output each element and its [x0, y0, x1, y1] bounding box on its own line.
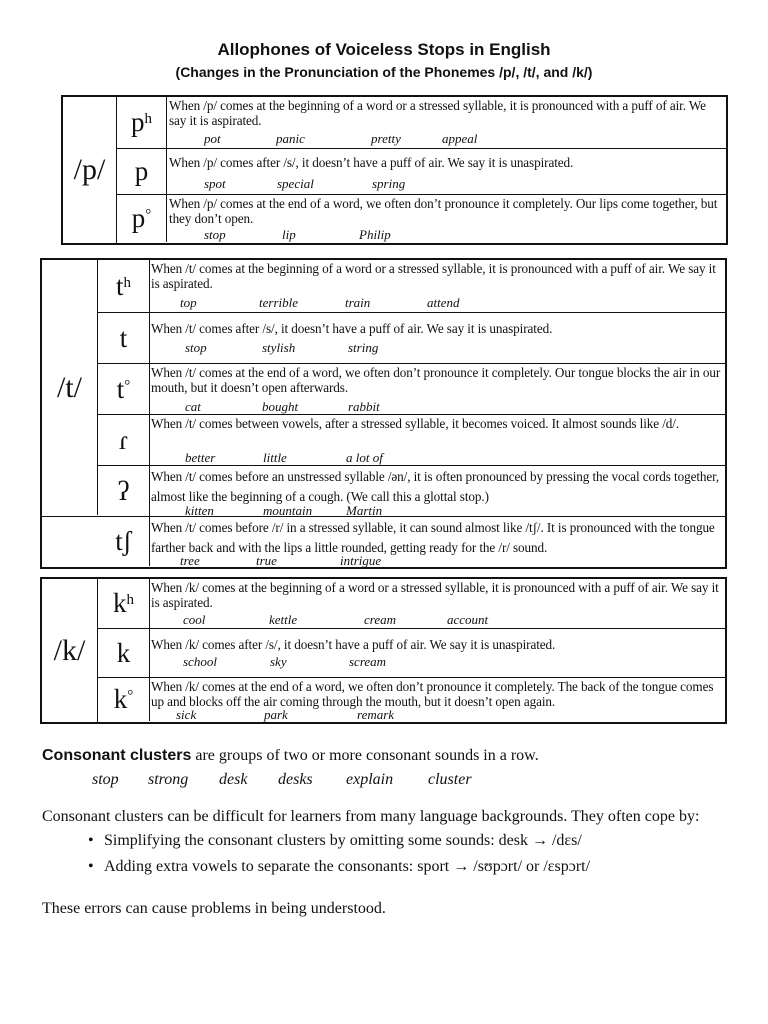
example-word: stylish [262, 340, 296, 355]
example-word: kettle [269, 612, 298, 627]
example-words [151, 655, 725, 669]
allophone-row-t-aspirated [98, 260, 725, 312]
t-block [40, 258, 727, 569]
allophone-description: When /t/ comes at the beginning of a word or a stressed syllable, it is pronounced with a puff of air. We say it is aspirated. [151, 261, 716, 291]
allophone-row-p-aspirated [117, 97, 726, 148]
k-block [40, 577, 727, 724]
bullet-text: Simplifying the consonant clusters by omitting some sounds: desk → /dɛs/ [104, 832, 582, 849]
allophone-row-t-glottal [98, 465, 725, 516]
allophone-description: When /k/ comes after /s/, it doesn’t have a puff of air. We say it is unaspirated. [151, 637, 556, 652]
allophone-symbol: t $^h$ [98, 260, 150, 312]
example-word: mountain [263, 503, 313, 518]
clusters-heading-rest: are groups of two or more consonant sounds in a row. [191, 747, 539, 764]
example-word: sick [176, 707, 197, 722]
allophone-description: When /k/ comes at the beginning of a word or a stressed syllable, it is pronounced with a puff of air. We say it is aspirated. [151, 580, 719, 610]
allophone-description: When /p/ comes at the beginning of a word or a stressed syllable, it is pronounced with a puff of air. We say it is aspirated. [169, 98, 706, 128]
example-word: string [348, 340, 379, 355]
example-word: cat [185, 399, 201, 414]
example-word: special [277, 176, 314, 191]
example-word: Philip [359, 227, 391, 242]
page-subtitle: (Changes in the Pronunciation of the Phonemes /p/, /t/, and /k/) [175, 64, 593, 80]
example-words [151, 613, 725, 627]
example-word: true [256, 553, 277, 568]
example-words [151, 341, 725, 355]
cluster-word: desk [219, 771, 248, 788]
example-words [151, 708, 725, 722]
example-words [169, 228, 726, 242]
example-word: attend [427, 295, 460, 310]
example-word: spring [372, 176, 406, 191]
example-word: a lot of [346, 450, 383, 465]
example-word: tree [180, 553, 200, 568]
closing-text: These errors can cause problems in being understood. [42, 900, 386, 917]
cluster-word: desks [278, 771, 313, 788]
bullet-item [88, 858, 590, 876]
example-word: top [180, 295, 197, 310]
example-word: stop [185, 340, 207, 355]
example-words [169, 177, 726, 191]
example-word: pot [204, 131, 221, 146]
example-words [169, 132, 726, 146]
allophone-description: When /p/ comes at the end of a word, we often don’t pronounce it completely. Our lips come together, but they don’t open. [169, 196, 718, 226]
example-word: lip [282, 227, 296, 242]
example-word: little [263, 450, 287, 465]
allophone-symbol: p $^h$ [117, 97, 167, 148]
example-word: cool [183, 612, 206, 627]
allophone-row-p-unaspirated [117, 148, 726, 194]
cluster-word: cluster [428, 771, 472, 788]
bullet-marker: • [88, 832, 94, 849]
bullet-marker: • [88, 858, 94, 875]
allophone-description: When /t/ comes before an unstressed syllable /ən/, it is often pronounced by pressing the vocal cords together, almost like the beginning of a cough. (We call this a glottal stop.) [151, 469, 720, 504]
example-words [151, 400, 725, 414]
example-word: better [185, 450, 216, 465]
allophone-symbol: k ° [98, 678, 150, 721]
allophone-symbol: p ° [117, 195, 167, 242]
clusters-intro: Consonant clusters can be difficult for learners from many language backgrounds. They often cope by: [42, 808, 700, 825]
cluster-word: explain [346, 771, 394, 788]
phoneme-t: /t/ [42, 260, 98, 515]
example-word: cream [364, 612, 397, 627]
allophone-row-k-aspirated [98, 579, 725, 628]
bullet-text: Adding extra vowels to separate the consonants: sport → /sʊpɔrt/ or /ɛspɔrt/ [104, 858, 591, 875]
allophone-row-t-unaspirated [98, 312, 725, 363]
allophone-description: When /k/ comes at the end of a word, we often don’t pronounce it completely. The back of the tongue comes up and blocks off the air coming through the mouth, but it doesn’t open again. [151, 679, 714, 709]
p-block [61, 95, 728, 245]
example-word: park [264, 707, 288, 722]
example-word: intrigue [340, 553, 382, 568]
allophone-symbol: ɾ [98, 415, 150, 465]
allophone-description: When /p/ comes after /s/, it doesn’t have a puff of air. We say it is unaspirated. [169, 155, 574, 170]
example-word: train [345, 295, 371, 310]
example-word: school [183, 654, 217, 669]
example-word: spot [204, 176, 226, 191]
allophone-row-p-unreleased [117, 194, 726, 242]
clusters-heading-bold: Consonant clusters [42, 747, 192, 764]
allophone-symbol: tʃ [98, 517, 150, 566]
example-word: pretty [371, 131, 401, 146]
allophone-description: When /t/ comes between vowels, after a stressed syllable, it becomes voiced. It almost sounds like /d/. [151, 416, 680, 431]
example-word: sky [270, 654, 287, 669]
bullet-item [88, 832, 582, 850]
cluster-word: stop [92, 771, 119, 788]
allophone-row-t-unreleased [98, 363, 725, 414]
allophone-row-t-affricate [98, 516, 725, 566]
allophone-symbol: t ° [98, 364, 150, 414]
example-word: account [447, 612, 489, 627]
example-words [151, 554, 725, 568]
allophone-symbol: k $^h$ [98, 579, 150, 628]
clusters-heading [42, 747, 539, 765]
example-word: remark [357, 707, 395, 722]
allophone-symbol: k [98, 629, 150, 677]
allophone-description: When /t/ comes after /s/, it doesn’t have a puff of air. We say it is unaspirated. [151, 321, 553, 336]
example-word: Martin [346, 503, 383, 518]
allophone-symbol: ʔ [98, 466, 150, 516]
example-word: stop [204, 227, 226, 242]
allophone-row-t-flap [98, 414, 725, 465]
example-word: terrible [259, 295, 298, 310]
phoneme-p: /p/ [63, 97, 117, 243]
example-word: kitten [185, 503, 214, 518]
allophone-description: When /t/ comes at the end of a word, we often don’t pronounce it completely. Our tongue blocks the air in our mouth, but it doesn’t open afterwards. [151, 365, 721, 395]
page-title: Allophones of Voiceless Stops in English [217, 40, 551, 59]
example-word: scream [349, 654, 387, 669]
example-words [151, 451, 725, 465]
allophone-description: When /t/ comes before /r/ in a stressed syllable, it can sound almost like /tʃ/. It is pronounced with the tongue farther back and with the lips a little rounded, getting ready for the /r/ sound. [151, 520, 715, 555]
allophone-row-k-unaspirated [98, 628, 725, 677]
example-word: appeal [442, 131, 478, 146]
example-word: rabbit [348, 399, 380, 414]
allophone-symbol: t [98, 313, 150, 363]
allophone-symbol: p [117, 149, 167, 194]
cluster-word: strong [148, 771, 189, 788]
example-words [151, 296, 725, 310]
row-divider [42, 516, 98, 517]
example-word: panic [276, 131, 305, 146]
allophone-row-k-unreleased [98, 677, 725, 721]
example-word: bought [262, 399, 299, 414]
phoneme-k: /k/ [42, 579, 98, 722]
